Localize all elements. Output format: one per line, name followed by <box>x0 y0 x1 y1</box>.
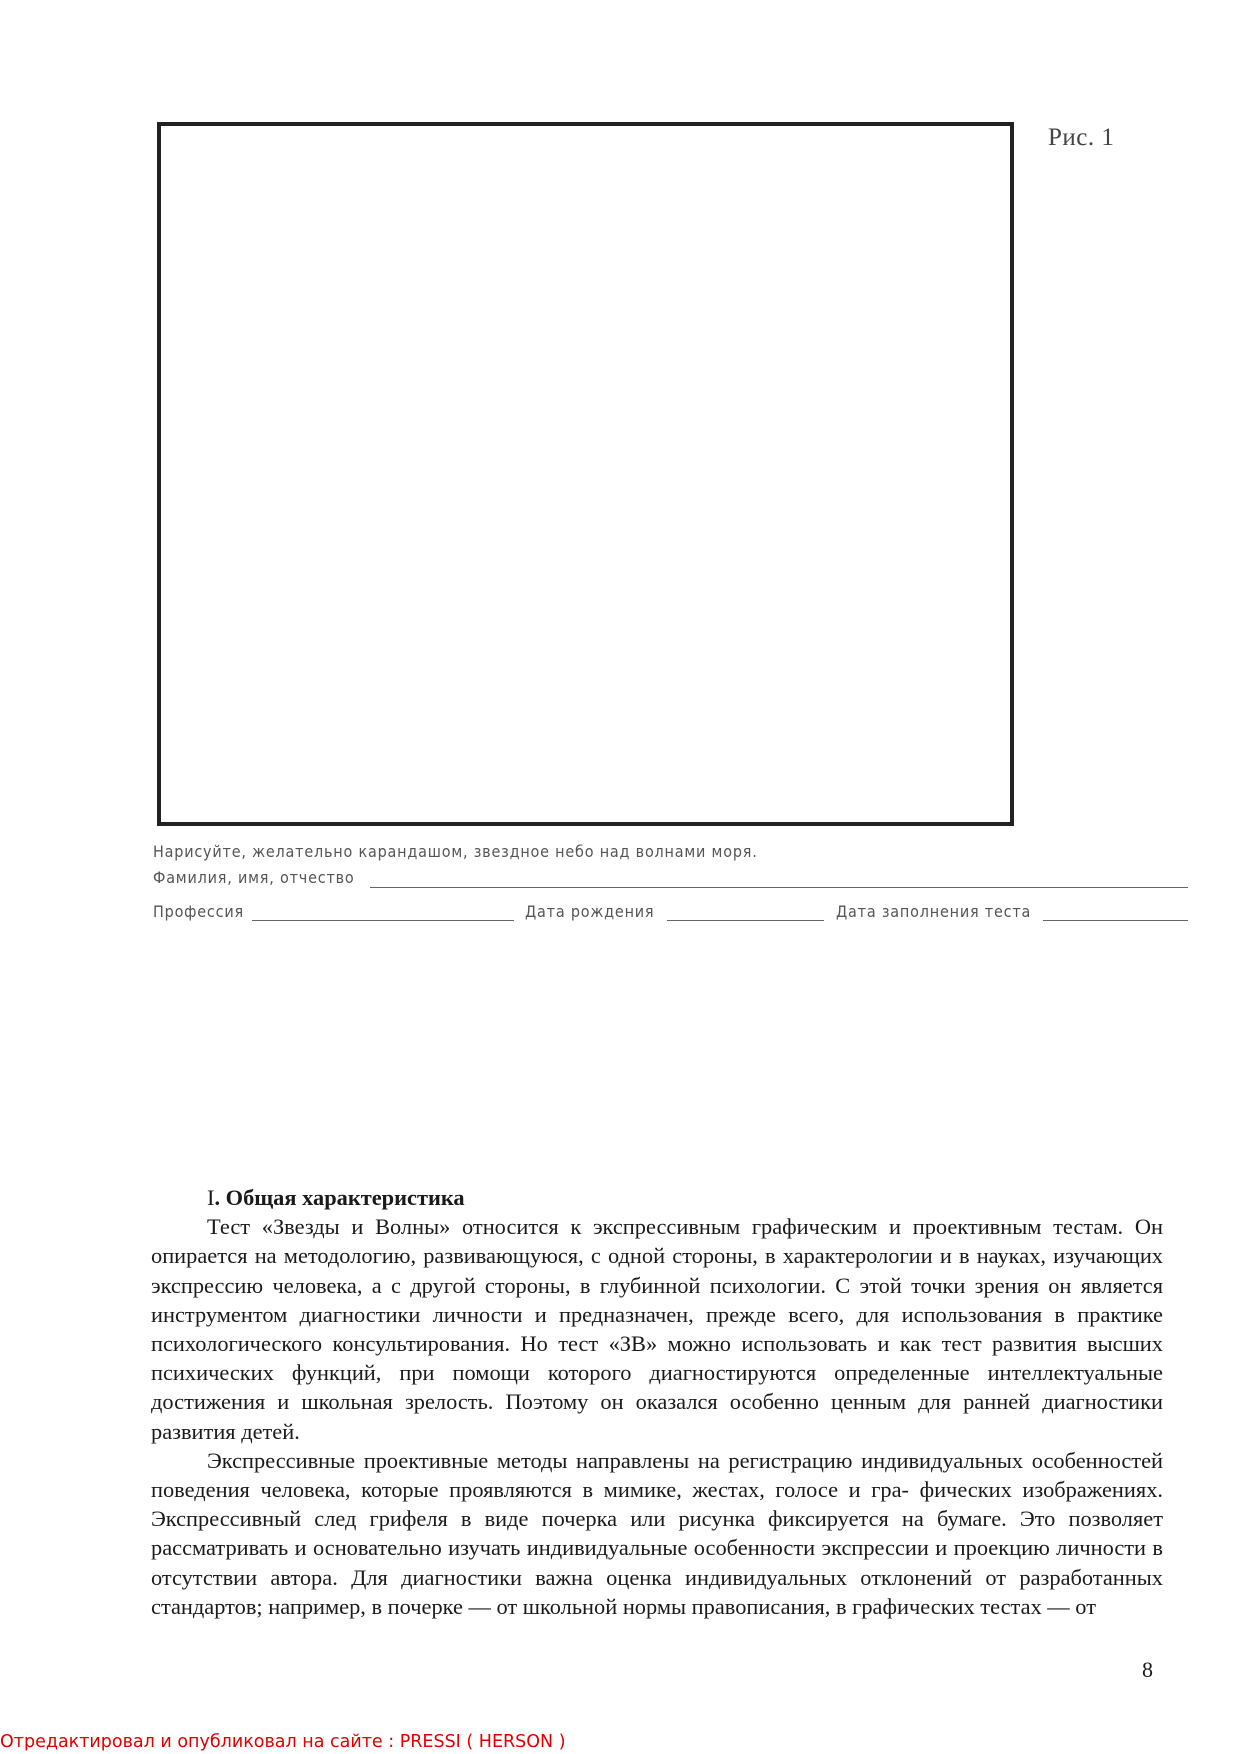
section-number: I <box>207 1185 215 1210</box>
full-name-label: Фамилия, имя, отчество <box>153 868 355 887</box>
paragraph: Экспрессивные проективные методы направлены на регистрацию индивидуальных особенностей поведения человека, которые проявляются в мимике, жестах, голосе и гра- фических изображениях. Экспрессивный след грифеля в виде почерка или рисунка фиксируется на бумаге. Это позволяет рассматривать и основательно изучать индивидуальные особенности экспрессии и проекцию личности в отсутствии автора. Для диагностики важна оценка индивидуальных отклонений от разработанных стандартов; например, в почерке — от школьной нормы правописания, в графических тестах — от <box>151 1447 1163 1619</box>
full-name-field-line <box>370 887 1188 888</box>
fill-date-label: Дата заполнения теста <box>836 902 1032 921</box>
birth-date-label: Дата рождения <box>525 902 655 921</box>
profession-label: Профессия <box>153 902 244 921</box>
footer-credit: Отредактировал и опубликовал на сайте : PRESSI ( HERSON ) <box>0 1732 566 1752</box>
fill-date-field-line <box>1043 920 1188 921</box>
section-title: Общая характеристика <box>225 1185 465 1210</box>
drawing-frame <box>157 122 1014 826</box>
section-heading: I. Общая характеристика <box>207 1185 465 1210</box>
page-number: 8 <box>1142 1657 1153 1682</box>
drawing-instruction: Нарисуйте, желательно карандашом, звездное небо над волнами моря. <box>153 842 758 861</box>
body-content <box>151 1183 1163 1621</box>
birth-date-field-line <box>667 920 824 921</box>
paragraph: Тест «Звезды и Волны» относится к экспрессивным графическим и проективным тестам. Он опирается на методологию, развивающуюся, с одной стороны, в характерологии и в науках, изучающих экспрессию человека, а с другой стороны, в глубинной психологии. С этой точки зрения он является инструментом диагностики личности и предназначен, прежде всего, для использования в практике психологического консультирования. Но тест «ЗВ» можно использовать и как тест развития высших психических функций, при помощи которого диагностируются определенные интеллектуальные достижения и школьная зрелость. Поэтому он оказался особенно ценным для ранней диагностики развития детей. <box>151 1214 1163 1444</box>
profession-field-line <box>252 920 514 921</box>
figure-label: Рис. 1 <box>1048 124 1115 151</box>
